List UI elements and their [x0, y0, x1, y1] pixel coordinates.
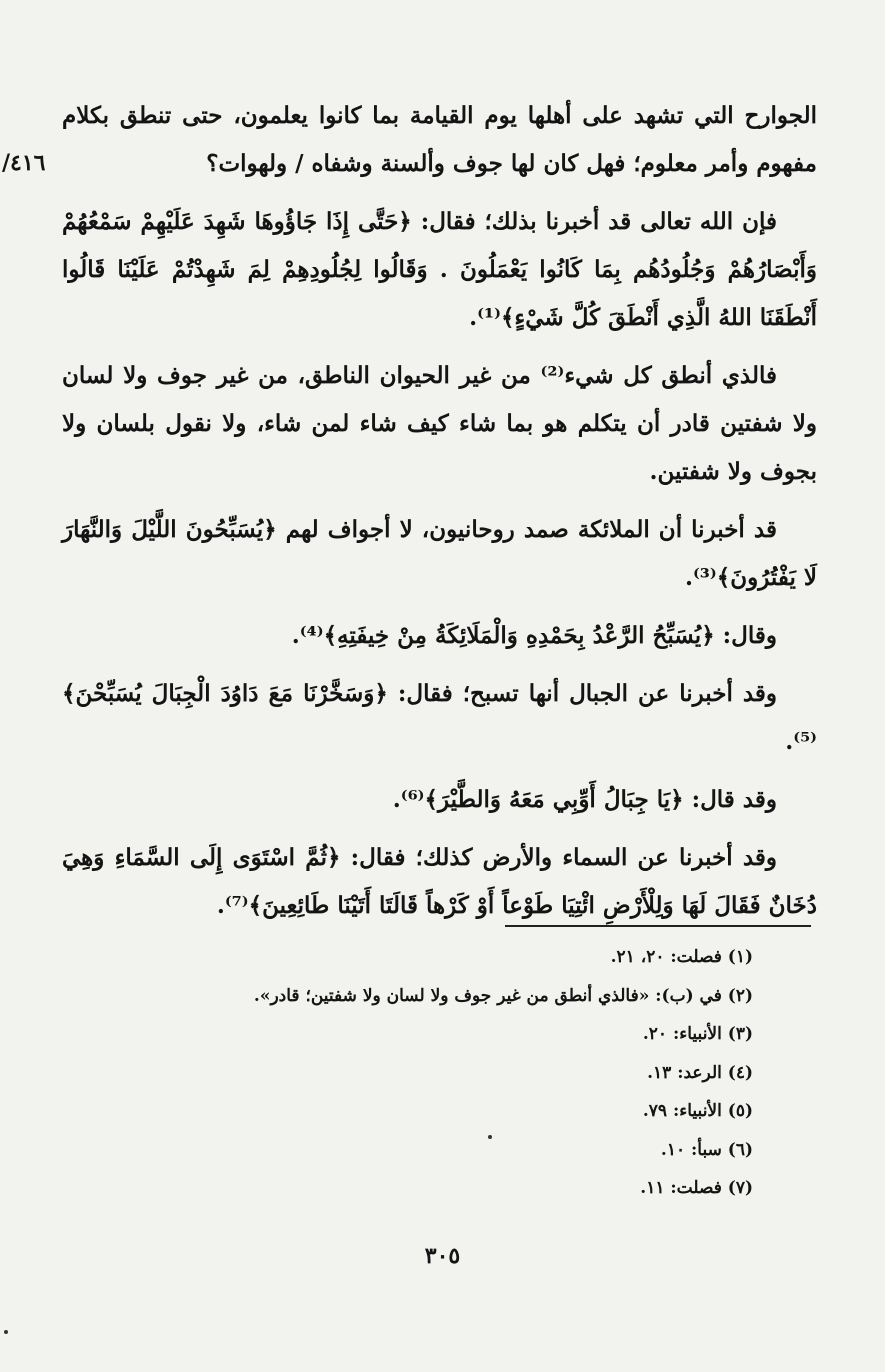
footnote-6: (٦) سبأ: ١٠.	[660, 1139, 753, 1160]
footnote-3: (٣) الأنبياء: ٢٠.	[642, 1024, 753, 1044]
footnote-2: (٢) في (ب): «فالذي أنطق من غير جوف ولا لسان ولا شفتين؛ قادر».	[253, 985, 753, 1006]
paragraph-3: فالذي أنطق كل شيء⁽²⁾ من غير الحيوان الناطق، من غير جوف ولا لسان ولا شفتين قادر أن يتكلم هو بما شاء كيف شاء لمن شاء، ولا نقول بلسان ولا بجوف ولا شفتين.	[62, 362, 817, 485]
paragraph-1: الجوارح التي تشهد على أهلها يوم القيامة بما كانوا يعلمون، حتى تنطق بكلام مفهوم وأمر معلوم؛ فهل كان لها جوف وألسنة وشفاه / ولهوات؟	[62, 102, 817, 177]
paragraph-8: وقد أخبرنا عن السماء والأرض كذلك؛ فقال: ﴿ثُمَّ اسْتَوَى إِلَى السَّمَاءِ وَهِيَ دُخَانٌ فَقَالَ لَهَا وَلِلْأَرْضِ ائْتِيَا طَوْعاً أَوْ كَرْهاً قَالَتَا أَتَيْنَا طَائِعِينَ﴾⁽⁷⁾.	[62, 844, 817, 919]
footnotes	[103, 938, 753, 1208]
main-text	[62, 92, 817, 940]
paragraph-5: وقال: ﴿يُسَبِّحُ الرَّعْدُ بِحَمْدِهِ وَالْمَلَائِكَةُ مِنْ خِيفَتِهِ﴾⁽⁴⁾.	[291, 622, 777, 649]
scan-speck	[4, 1330, 8, 1334]
footnote-5: (٥) الأنبياء: ٧٩.	[642, 1101, 753, 1121]
paragraph-7: وقد قال: ﴿يَا جِبَالُ أَوِّبِي مَعَهُ وَالطَّيْرَ﴾⁽⁶⁾.	[392, 786, 777, 813]
paragraph-2: فإن الله تعالى قد أخبرنا بذلك؛ فقال: ﴿حَتَّى إِذَا جَاؤُوهَا شَهِدَ عَلَيْهِمْ سَمْعُهُمْ وَأَبْصَارُهُمْ وَجُلُودُهُم بِمَا كَانُوا يَعْمَلُونَ . وَقَالُوا لِجُلُودِهِمْ لِمَ شَهِدْتُمْ عَلَيْنَا قَالُوا أَنْطَقَنَا اللهُ الَّذِي أَنْطَقَ كُلَّ شَيْءٍ﴾⁽¹⁾.	[62, 208, 817, 331]
footnote-7: (٧) فصلت: ١١.	[640, 1178, 753, 1198]
footnote-4: (٤) الرعد: ١٣.	[647, 1062, 753, 1083]
scan-speck	[488, 1135, 492, 1139]
page-number: ٣٠٥	[424, 1243, 461, 1269]
margin-page-reference: ٤١٦/	[2, 150, 46, 176]
paragraph-4: قد أخبرنا أن الملائكة صمد روحانيون، لا أجواف لهم ﴿يُسَبِّحُونَ اللَّيْلَ وَالنَّهَارَ لَا يَفْتُرُونَ﴾⁽³⁾.	[62, 516, 817, 591]
footnote-divider	[505, 925, 811, 927]
footnote-1: (١) فصلت: ٢٠، ٢١.	[610, 947, 753, 967]
paragraph-6: وقد أخبرنا عن الجبال أنها تسبح؛ فقال: ﴿وَسَخَّرْنَا مَعَ دَاوُدَ الْجِبَالَ يُسَبِّحْنَ﴾⁽⁵⁾.	[62, 680, 817, 755]
